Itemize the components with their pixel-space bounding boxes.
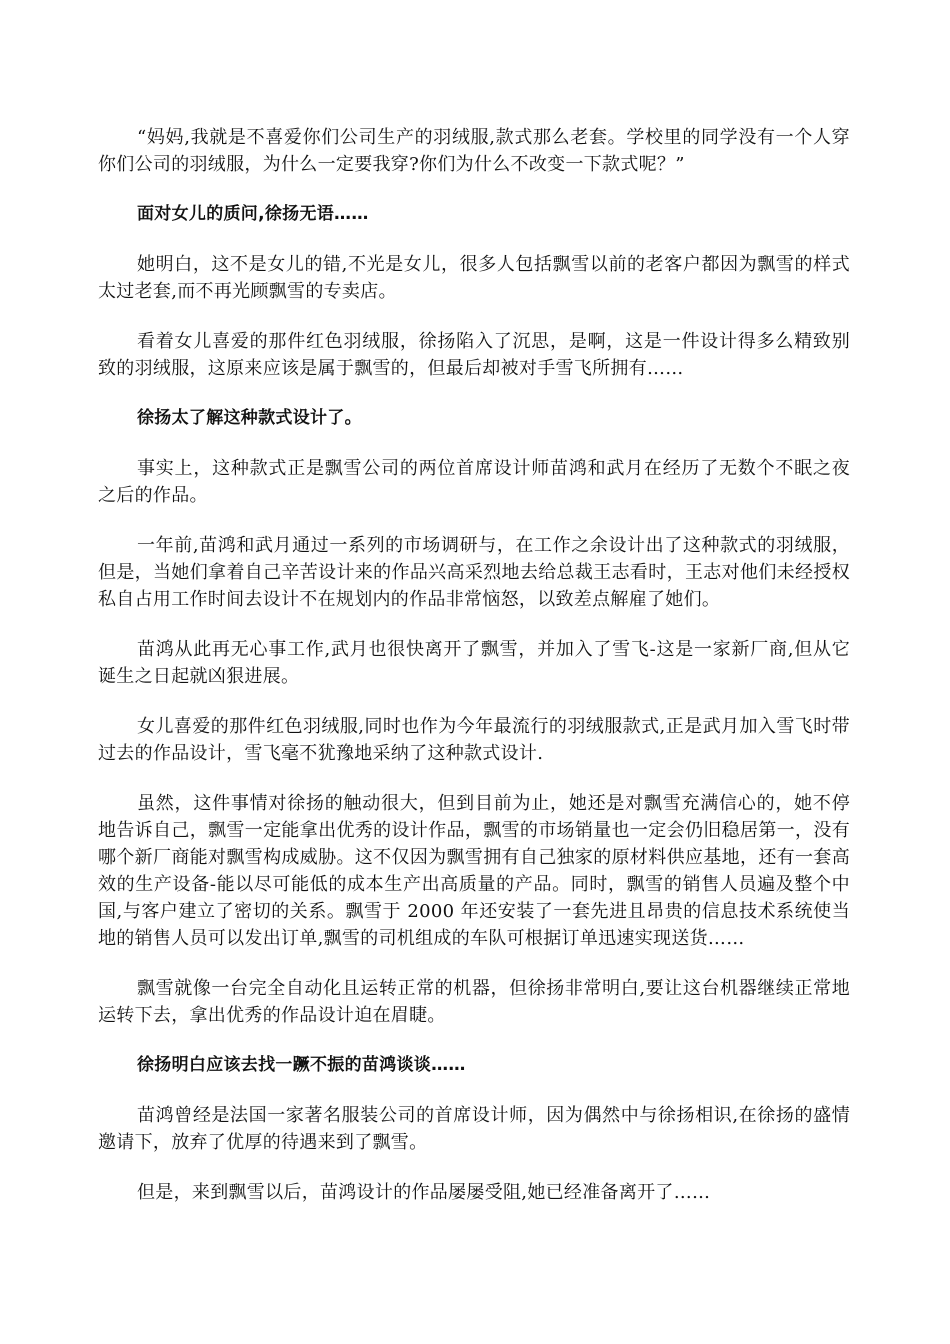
- paragraph-year-ago: 一年前,苗鸿和武月通过一系列的市场调研与，在工作之余设计出了这种款式的羽绒服，但是，当她们拿着自己辛苦设计来的作品兴高采烈地去给总裁王志看时，王志对他们未经授权私自占用工作时间去设计不在规划内的作品非常恼怒，以致差点解雇了她们。: [98, 535, 850, 610]
- paragraph-confidence: 虽然，这件事情对徐扬的触动很大，但到目前为止，她还是对飘雪充满信心的，她不停地告诉自己，飘雪一定能拿出优秀的设计作品，飘雪的市场销量也一定会仍旧稳居第一，没有哪个新厂商能对飘雪构成威胁。这不仅因为飘雪拥有自己独家的原材料供应基地，还有一套高效的生产设备-能以尽可能低的成本生产出高质量的产品。同时，飘雪的销售人员遍及整个中国,与客户建立了密切的关系。飘雪于 2000 年还安装了一套先进且昂贵的信息技术系统使当地的销售人员可以发出订单,飘雪的司机组成的车队可根据订单迅速实现送货……: [98, 793, 850, 949]
- paragraph-popular-style: 女儿喜爱的那件红色羽绒服,同时也作为今年最流行的羽绒服款式,正是武月加入雪飞时带过去的作品设计，雪飞毫不犹豫地采纳了这种款式设计.: [98, 716, 850, 764]
- paragraph-designers-work: 事实上，这种款式正是飘雪公司的两位首席设计师苗鸿和武月在经历了无数个不眠之夜之后的作品。: [98, 458, 850, 506]
- paragraph-xuyang-speechless: 面对女儿的质问,徐扬无语……: [137, 204, 369, 224]
- paragraph-red-jacket: 看着女儿喜爱的那件红色羽绒服，徐扬陷入了沉思，是啊，这是一件设计得多么精致别致的羽绒服，这原来应该是属于飘雪的，但最后却被对手雪飞所拥有……: [98, 331, 850, 379]
- paragraph-daughter-complaint: “妈妈,我就是不喜爱你们公司生产的羽绒服,款式那么老套。学校里的同学没有一个人穿你们公司的羽绒服，为什么一定要我穿?你们为什么不改变一下款式呢？”: [98, 127, 850, 175]
- paragraph-find-miaohong: 徐扬明白应该去找一蹶不振的苗鸿谈谈……: [137, 1055, 466, 1075]
- paragraph-knows-design: 徐扬太了解这种款式设计了。: [137, 408, 362, 428]
- paragraph-she-understands: 她明白，这不是女儿的错,不光是女儿，很多人包括飘雪以前的老客户都因为飘雪的样式太过老套,而不再光顾飘雪的专卖店。: [98, 254, 850, 302]
- paragraph-miaohong-background: 苗鸿曾经是法国一家著名服装公司的首席设计师，因为偶然中与徐扬相识,在徐扬的盛情邀请下，放弃了优厚的待遇来到了飘雪。: [98, 1105, 850, 1153]
- paragraph-miaohong-wuyue: 苗鸿从此再无心事工作,武月也很快离开了飘雪，并加入了雪飞-这是一家新厂商,但从它诞生之日起就凶狠进展。: [98, 639, 850, 687]
- document-page: [98, 124, 850, 1229]
- paragraph-ready-to-leave: 但是，来到飘雪以后，苗鸿设计的作品屡屡受阻,她已经准备离开了……: [137, 1182, 711, 1203]
- paragraph-machine: 飘雪就像一台完全自动化且运转正常的机器，但徐扬非常明白,要让这台机器继续正常地运转下去，拿出优秀的作品设计迫在眉睫。: [98, 978, 850, 1026]
